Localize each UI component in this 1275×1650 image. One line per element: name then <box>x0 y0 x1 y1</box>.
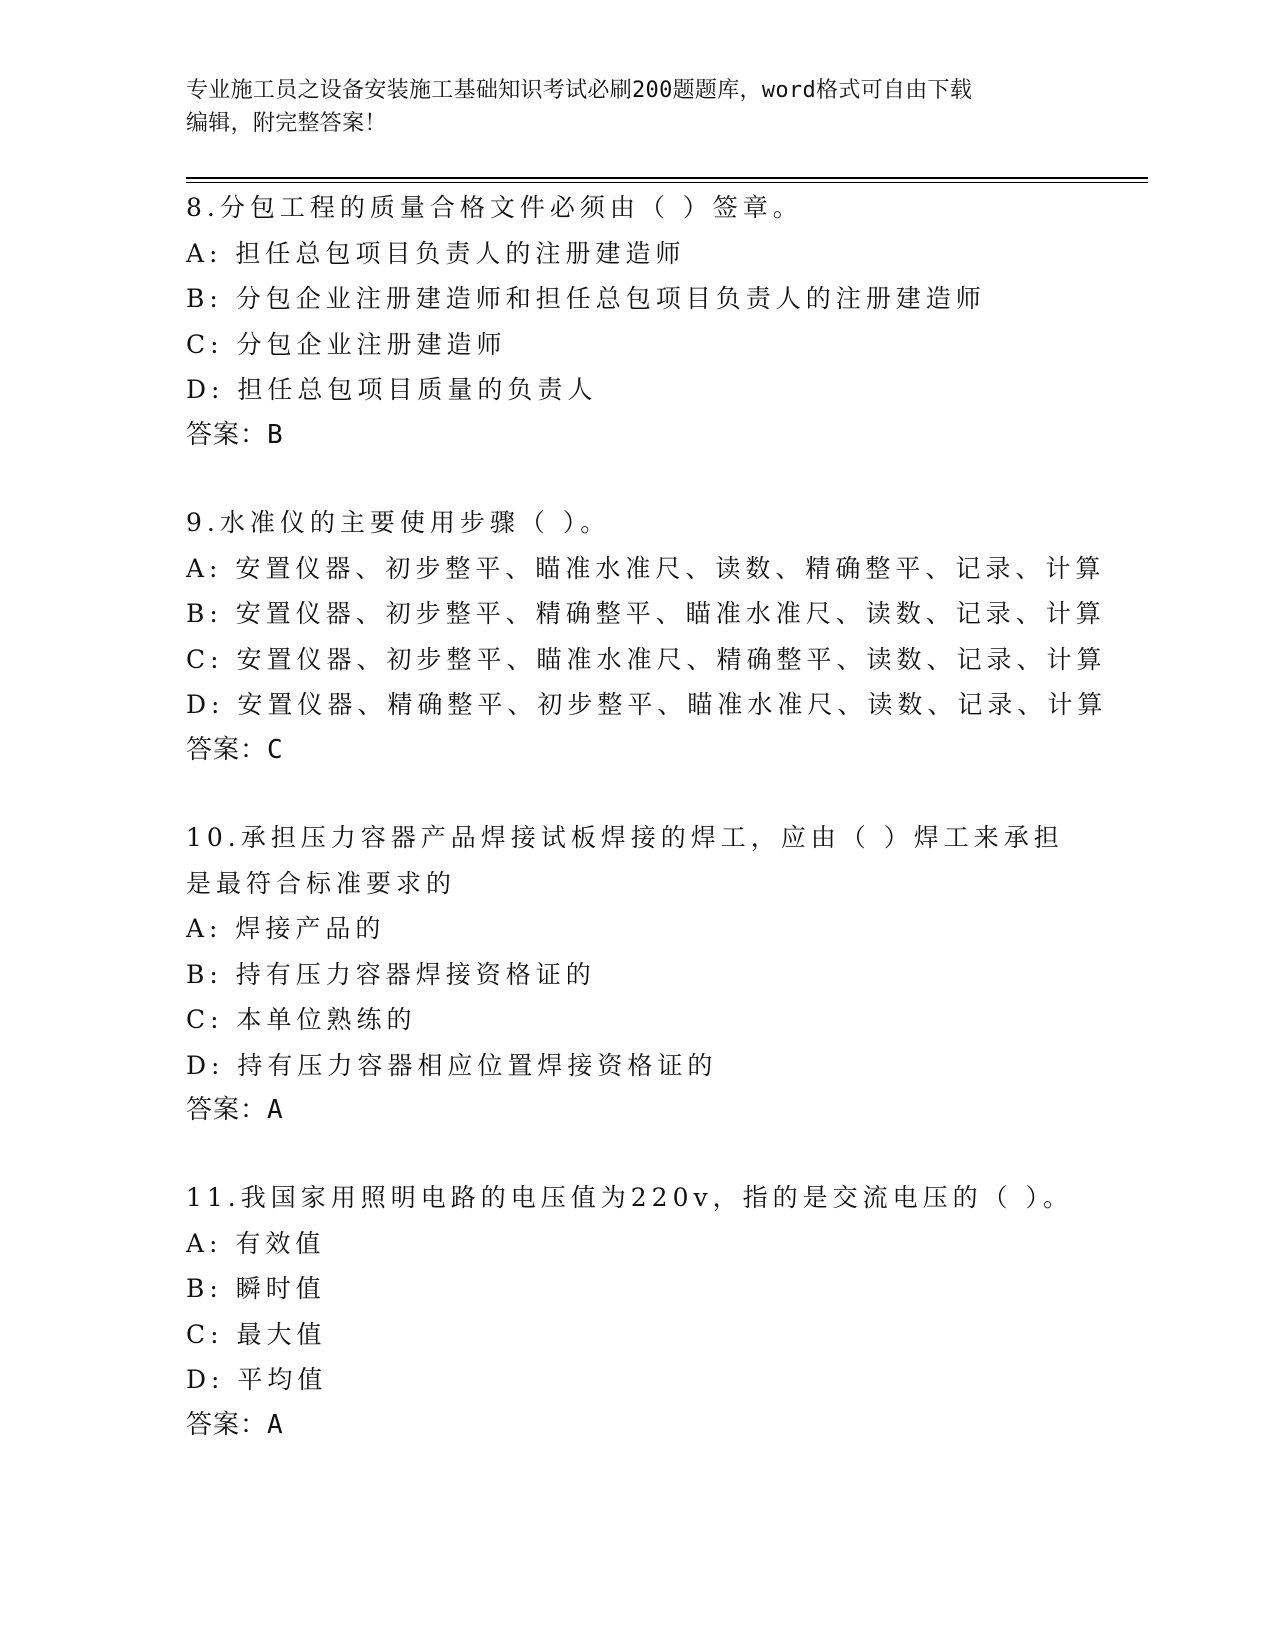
option-c: C: 安置仪器、初步整平、瞄准水准尺、精确整平、读数、记录、计算 <box>186 644 1107 674</box>
answer: 答案：C <box>186 734 284 765</box>
question-11 <box>186 1175 1086 1448</box>
option-a: A: 安置仪器、初步整平、瞄准水准尺、读数、精确整平、记录、计算 <box>186 553 1106 583</box>
header-rule-thick <box>186 177 1148 179</box>
option-b: B: 瞬时值 <box>186 1274 326 1303</box>
option-d: D: 安置仪器、精确整平、初步整平、瞄准水准尺、读数、记录、计算 <box>186 690 1108 719</box>
option-a: A: 焊接产品的 <box>186 914 386 943</box>
header-rule-thin <box>186 182 1148 183</box>
answer: 答案：B <box>186 419 284 450</box>
header-line-1: 专业施工员之设备安装施工基础知识考试必刷200题题库，word格式可自由下载 <box>186 78 973 103</box>
question-text: 9.水准仪的主要使用步骤（ ）。 <box>186 508 611 537</box>
option-c: C: 本单位熟练的 <box>186 1005 417 1034</box>
option-d: D: 平均值 <box>186 1365 328 1394</box>
option-c: C: 最大值 <box>186 1319 327 1349</box>
option-b: B: 安置仪器、初步整平、精确整平、瞄准水准尺、读数、记录、计算 <box>186 599 1106 628</box>
header-line-2: 编辑，附完整答案！ <box>186 111 387 136</box>
question-text: 10.承担压力容器产品焊接试板焊接的焊工，应由（ ）焊工来承担是最符合标准要求的 <box>186 823 1064 898</box>
option-d: D: 担任总包项目质量的负责人 <box>186 375 598 404</box>
question-10 <box>186 815 1086 1134</box>
option-b: B: 持有压力容器焊接资格证的 <box>186 959 596 989</box>
question-8 <box>186 185 1086 458</box>
answer: 答案：A <box>186 1409 284 1440</box>
answer: 答案：A <box>186 1095 284 1125</box>
option-a: A: 担任总包项目负责人的注册建造师 <box>186 238 686 268</box>
question-9 <box>186 500 1108 773</box>
option-d: D: 持有压力容器相应位置焊接资格证的 <box>186 1050 718 1080</box>
question-text: 11.我国家用照明电路的电压值为220v，指的是交流电压的（ ）。 <box>186 1183 1074 1212</box>
option-a: A: 有效值 <box>186 1228 326 1258</box>
option-c: C: 分包企业注册建造师 <box>186 329 507 359</box>
question-text: 8.分包工程的质量合格文件必须由（ ）签章。 <box>186 193 803 222</box>
document-header <box>186 74 1066 140</box>
option-b: B: 分包企业注册建造师和担任总包项目负责人的注册建造师 <box>186 284 986 313</box>
